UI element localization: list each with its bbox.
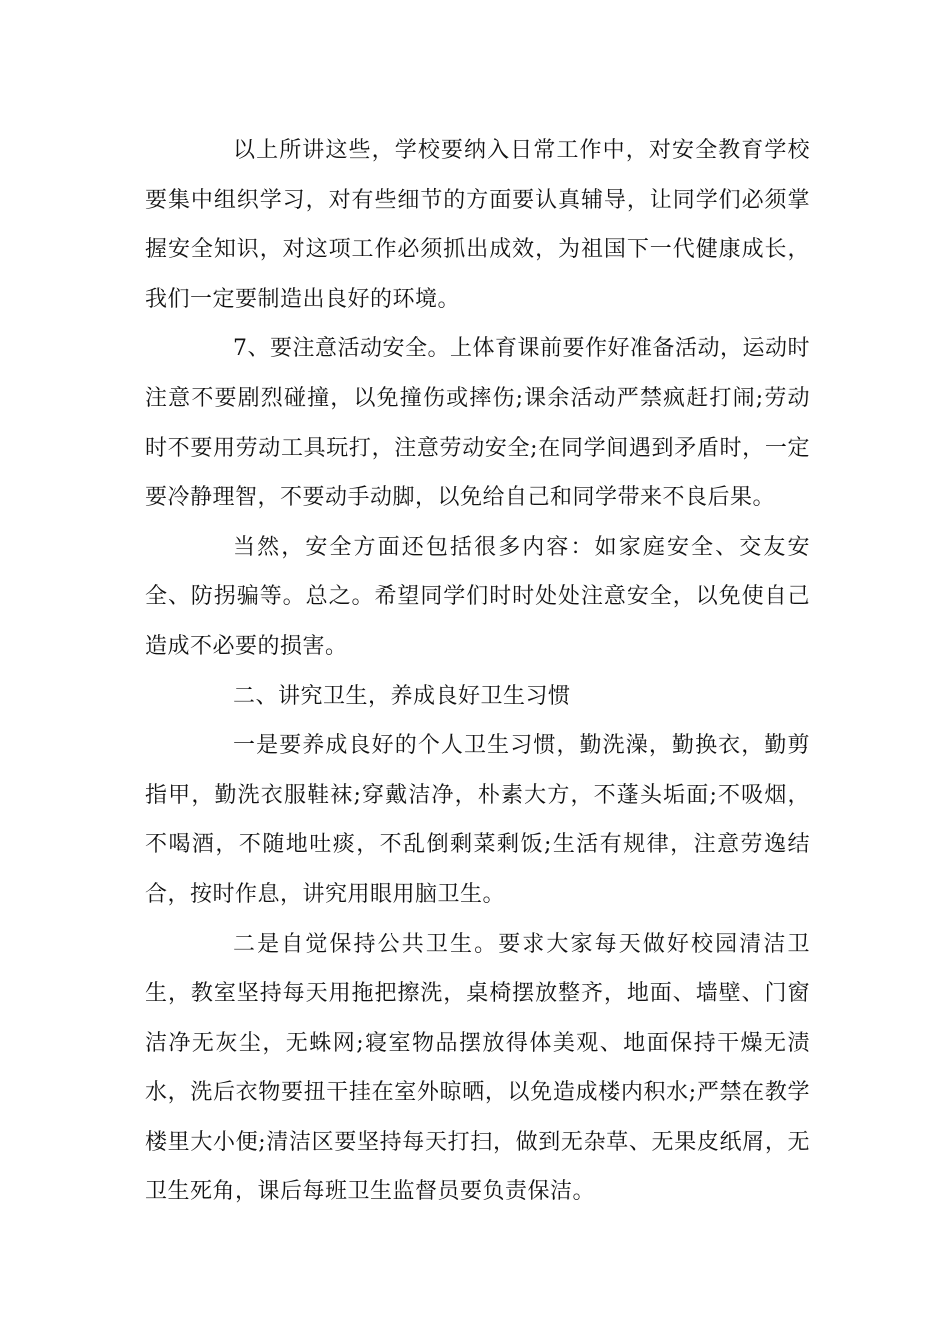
- paragraph-safety-summary: 以上所讲这些，学校要纳入日常工作中，对安全教育学校要集中组织学习，对有些细节的方面要认真辅导，让同学们必须掌握安全知识，对这项工作必须抓出成效，为祖国下一代健康成长，我们一定要制造出良好的环境。: [145, 138, 810, 312]
- paragraph-personal-hygiene: 一是要养成良好的个人卫生习惯，勤洗澡，勤换衣，勤剪指甲，勤洗衣服鞋袜;穿戴洁净，朴素大方，不蓬头垢面;不吸烟，不喝酒，不随地吐痰，不乱倒剩菜剩饭;生活有规律，注意劳逸结合，按时作息，讲究用眼用脑卫生。: [145, 733, 810, 907]
- document-body: [145, 126, 810, 1217]
- section-heading-hygiene: 二、讲究卫生，养成良好卫生习惯: [233, 683, 571, 709]
- paragraph-activity-safety: 7、要注意活动安全。上体育课前要作好准备活动，运动时注意不要剧烈碰撞，以免撞伤或摔伤;课余活动严禁疯赶打闹;劳动时不要用劳动工具玩打，注意劳动安全;在同学间遇到矛盾时，一定要冷静理智，不要动手动脚，以免给自己和同学带来不良后果。: [145, 336, 810, 511]
- paragraph-other-safety: 当然，安全方面还包括很多内容：如家庭安全、交友安全、防拐骗等。总之。希望同学们时时处处注意安全，以免使自己造成不必要的损害。: [145, 534, 810, 659]
- paragraph-public-hygiene: 二是自觉保持公共卫生。要求大家每天做好校园清洁卫生，教室坚持每天用拖把擦洗，桌椅摆放整齐，地面、墙壁、门窗洁净无灰尘，无蛛网;寝室物品摆放得体美观、地面保持干燥无渍水，洗后衣物要扭干挂在室外晾晒，以免造成楼内积水;严禁在教学楼里大小便;清洁区要坚持每天打扫，做到无杂草、无果皮纸屑，无卫生死角，课后每班卫生监督员要负责保洁。: [145, 931, 810, 1205]
